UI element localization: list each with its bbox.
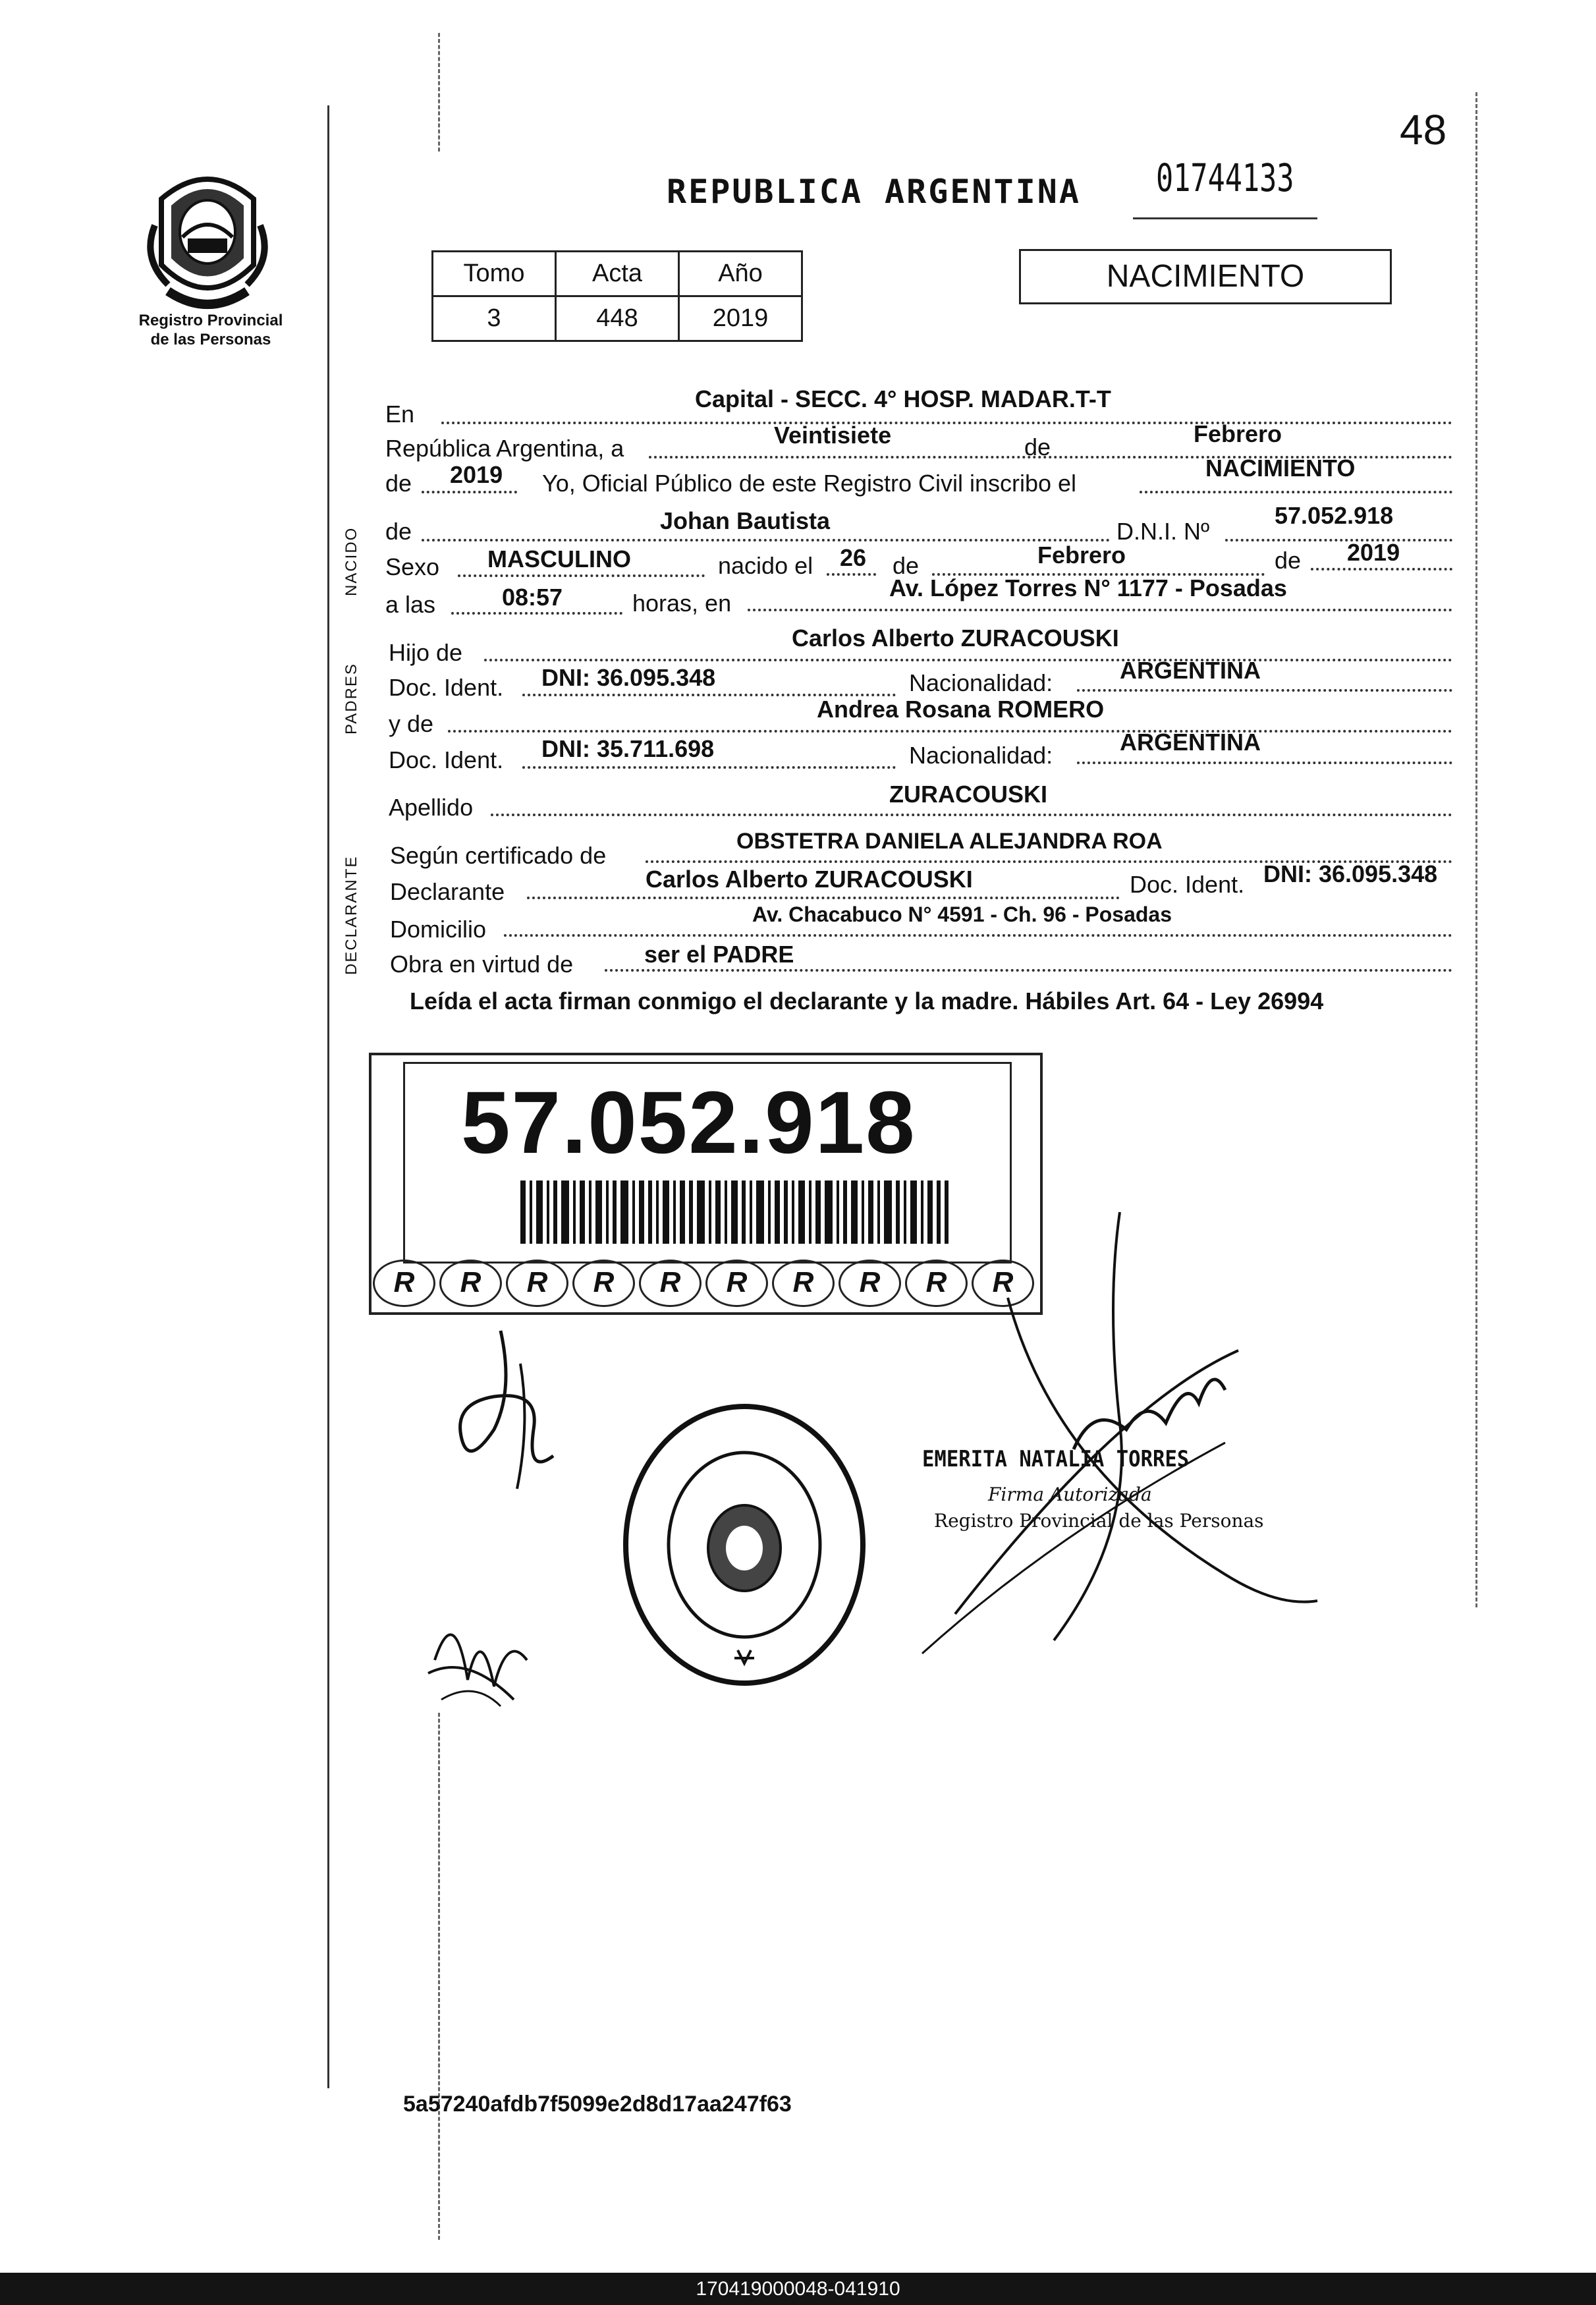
anio-nac-value: 2019 <box>1347 539 1400 566</box>
mes-nac-value: Febrero <box>1037 542 1126 569</box>
scan-mark-left-lower <box>438 1713 440 2240</box>
province-emblem-icon <box>142 159 273 311</box>
y-de-label: y de <box>389 710 434 737</box>
r-mark: R <box>905 1260 968 1307</box>
record-table <box>431 250 803 342</box>
country-title: REPUBLICA ARGENTINA <box>667 173 1081 211</box>
r-mark: R <box>373 1260 435 1307</box>
tomo-value: 3 <box>433 296 556 341</box>
left-margin-line <box>327 105 329 2088</box>
dia-nac-value: 26 <box>840 544 867 571</box>
madre-doc-dots <box>522 766 896 769</box>
mes-acta-value: Febrero <box>1194 420 1282 447</box>
r-mark: R <box>572 1260 635 1307</box>
padre-dots <box>484 659 1452 661</box>
padre-nac-value: ARGENTINA <box>1120 657 1261 684</box>
padre-value: Carlos Alberto ZURACOUSKI <box>792 625 1119 652</box>
dia-acta-value: Veintisiete <box>774 422 892 449</box>
closing-statement: Leída el acta firman conmigo el declarante y la madre. Hábiles Art. 64 - Ley 26994 <box>410 987 1324 1014</box>
apellido-value: ZURACOUSKI <box>889 781 1047 808</box>
madre-nacionalidad-label: Nacionalidad: <box>909 742 1053 769</box>
r-mark: R <box>972 1260 1034 1307</box>
madre-nac-value: ARGENTINA <box>1120 729 1261 756</box>
nombre-dots <box>422 539 1110 542</box>
official-org: Registro Provincial de las Personas <box>934 1510 1264 1532</box>
apellido-dots <box>491 814 1452 816</box>
padre-nac-dots <box>1077 689 1452 692</box>
dni-dots <box>1225 539 1452 542</box>
anio-nac-dots <box>1311 568 1452 570</box>
anio-acta-dots <box>422 491 517 493</box>
tipo-value: NACIMIENTO <box>1205 455 1356 482</box>
side-label-padres: PADRES <box>343 663 360 735</box>
r-mark: R <box>772 1260 835 1307</box>
obra-dots <box>605 969 1452 972</box>
declarante-dots <box>527 897 1120 899</box>
domicilio-label: Domicilio <box>390 916 487 943</box>
obra-value: ser el PADRE <box>644 941 794 968</box>
r-mark: R <box>639 1260 702 1307</box>
scan-mark-left <box>438 33 440 152</box>
anio-header: Año <box>679 252 802 296</box>
r-mark: R <box>705 1260 768 1307</box>
serial-number: 01744133 <box>1156 155 1294 200</box>
de-label-2: de <box>385 470 412 497</box>
madre-dots <box>448 730 1452 733</box>
sexo-dots <box>458 574 705 577</box>
domicilio-dots <box>504 934 1452 937</box>
dni-stamp-number: 57.052.918 <box>461 1074 916 1172</box>
registry-seal-icon <box>619 1400 869 1690</box>
republica-label: República Argentina, a <box>385 435 624 462</box>
side-label-nacido: NACIDO <box>343 526 360 596</box>
apellido-label: Apellido <box>389 794 474 821</box>
de-label-4: de <box>893 552 920 579</box>
declarante-doc-value: DNI: 36.095.348 <box>1263 860 1438 887</box>
r-mark: R <box>839 1260 901 1307</box>
scan-mark-right <box>1475 92 1477 1607</box>
anio-acta-value: 2019 <box>450 461 503 488</box>
madre-nac-dots <box>1077 762 1452 764</box>
de-label-1: de <box>1024 433 1051 460</box>
serial-underline <box>1133 217 1317 219</box>
en-dots <box>441 422 1452 424</box>
hora-value: 08:57 <box>502 584 563 611</box>
nombre-value: Johan Bautista <box>660 507 831 534</box>
lugar-nac-dots <box>748 609 1452 611</box>
declarante-label: Declarante <box>390 878 505 905</box>
sexo-label: Sexo <box>385 553 440 580</box>
r-mark: R <box>506 1260 568 1307</box>
signature-official-icon <box>856 1206 1357 1667</box>
de-label-5: de <box>1275 547 1302 574</box>
dni-value: 57.052.918 <box>1275 502 1394 529</box>
signature-left-icon <box>454 1324 586 1495</box>
lugar-value: Capital - SECC. 4° HOSP. MADAR.T-T <box>695 385 1111 412</box>
declarante-value: Carlos Alberto ZURACOUSKI <box>646 866 973 893</box>
anio-value: 2019 <box>679 296 802 341</box>
domicilio-value: Av. Chacabuco N° 4591 - Ch. 96 - Posadas <box>752 903 1172 926</box>
tomo-header: Tomo <box>433 252 556 296</box>
horas-en-label: horas, en <box>632 590 732 617</box>
document-hash: 5a57240afdb7f5099e2d8d17aa247f63 <box>403 2092 792 2117</box>
declarante-doc-label: Doc. Ident. <box>1130 871 1245 898</box>
registry-name: Registro Provincial de las Personas <box>138 312 283 348</box>
padre-doc-label: Doc. Ident. <box>389 674 504 701</box>
padre-nacionalidad-label: Nacionalidad: <box>909 669 1053 696</box>
obra-label: Obra en virtud de <box>390 951 574 978</box>
oficial-text: Yo, Oficial Público de este Registro Civil inscribo el <box>542 470 1077 497</box>
official-name: EMERITA NATALIA TORRES <box>922 1446 1190 1472</box>
nacido-label: nacido el <box>718 552 813 579</box>
dni-label: D.N.I. Nº <box>1116 518 1210 545</box>
tipo-dots <box>1140 491 1452 493</box>
de-label-3: de <box>385 518 412 545</box>
madre-doc-value: DNI: 35.711.698 <box>541 735 715 762</box>
official-title: Firma Autorizada <box>988 1484 1152 1505</box>
signature-lower-left-icon <box>422 1581 540 1713</box>
r-mark: R <box>439 1260 502 1307</box>
lugar-nac-value: Av. López Torres N° 1177 - Posadas <box>889 574 1287 601</box>
hora-dots <box>451 612 622 615</box>
madre-value: Andrea Rosana ROMERO <box>817 696 1105 723</box>
certificado-label: Según certificado de <box>390 842 607 869</box>
side-label-declarante: DECLARANTE <box>343 855 360 975</box>
record-type: NACIMIENTO <box>1019 249 1392 304</box>
en-label: En <box>385 401 415 428</box>
acta-value: 448 <box>556 296 679 341</box>
dia-nac-dots <box>827 573 876 576</box>
certificado-value: OBSTETRA DANIELA ALEJANDRA ROA <box>736 829 1163 854</box>
padre-doc-value: DNI: 36.095.348 <box>541 664 716 691</box>
a-las-label: a las <box>385 591 436 618</box>
madre-doc-label: Doc. Ident. <box>389 746 504 773</box>
sexo-value: MASCULINO <box>487 545 631 572</box>
acta-header: Acta <box>556 252 679 296</box>
page-number: 48 <box>1400 106 1447 153</box>
hijo-label: Hijo de <box>389 639 463 666</box>
footer-code: 170419000048-041910 <box>0 2273 1596 2305</box>
